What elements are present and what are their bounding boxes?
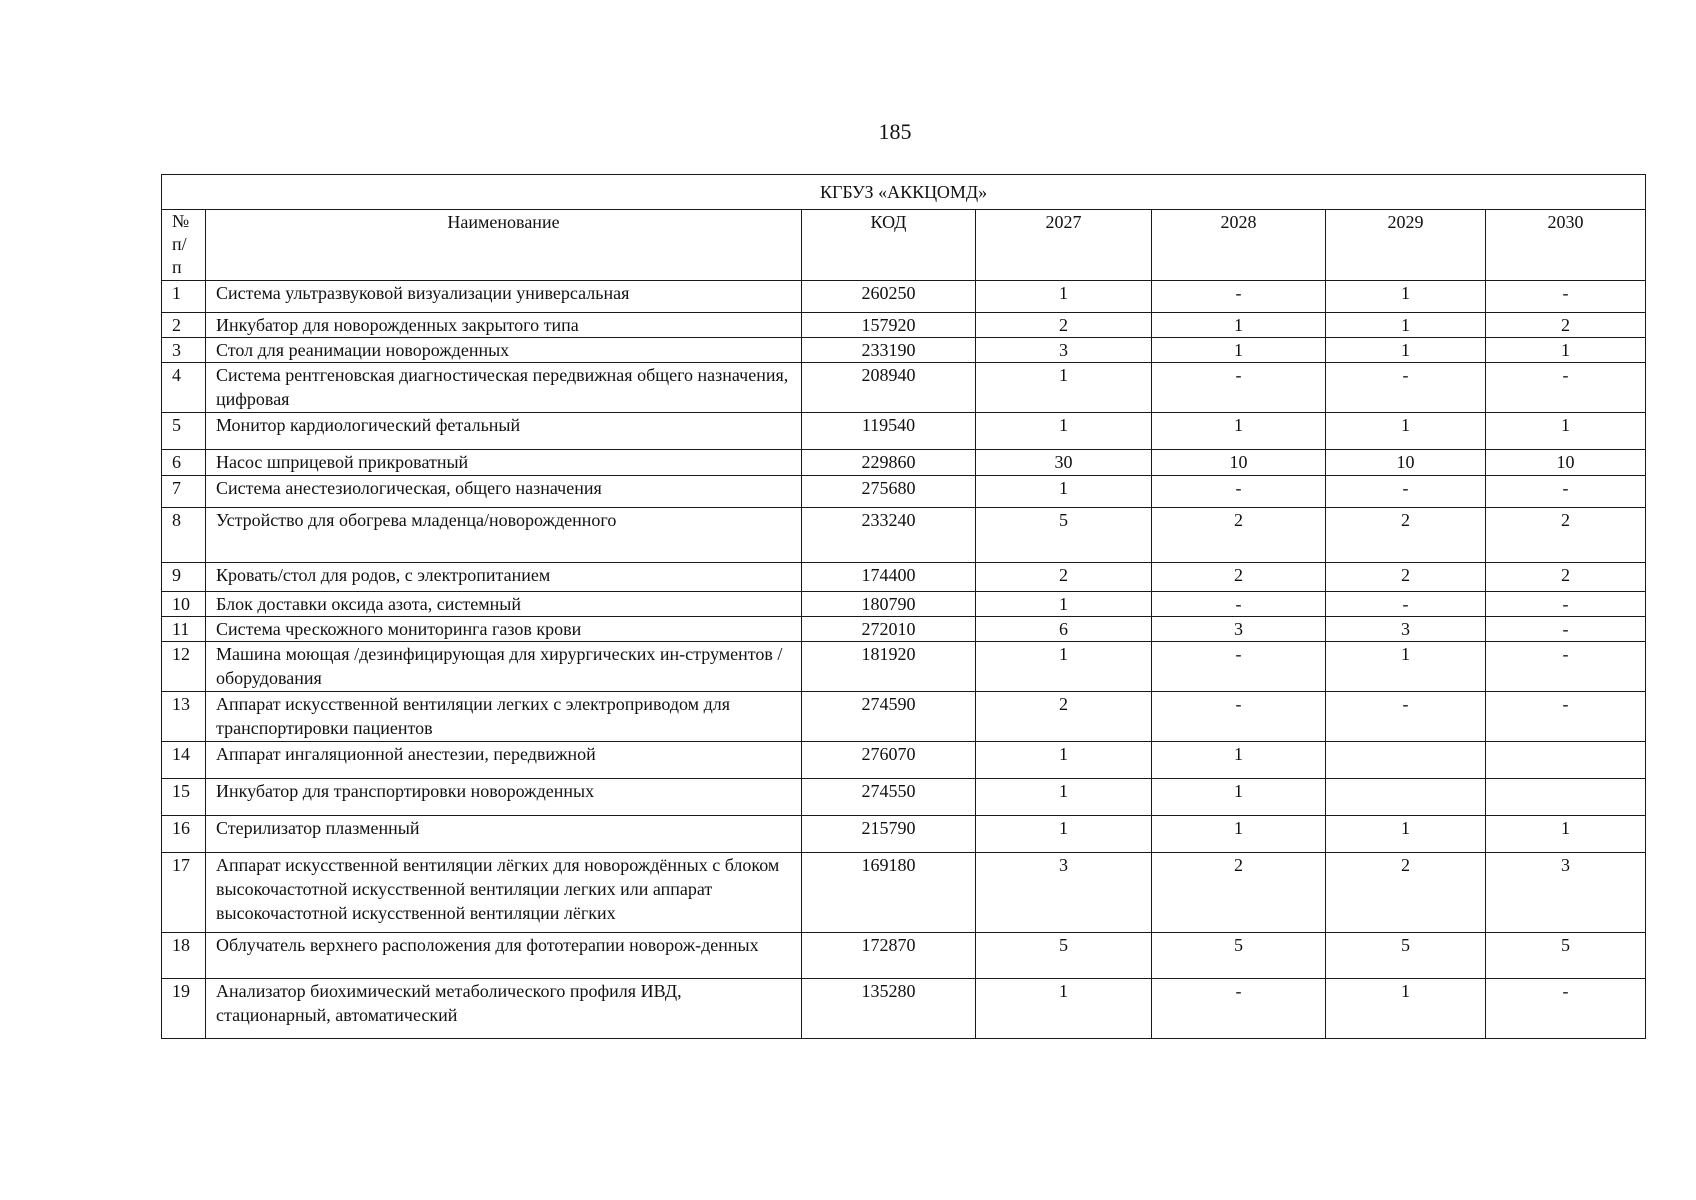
cell-num: 16 (162, 816, 206, 853)
cell-name: Система чрескожного мониторинга газов крови (206, 617, 802, 642)
cell-code: 174400 (802, 563, 976, 592)
cell-2027: 30 (976, 450, 1152, 476)
cell-2027: 1 (976, 413, 1152, 450)
cell-2028: 5 (1152, 933, 1326, 979)
cell-name: Облучатель верхнего расположения для фототерапии новорож-денных (206, 933, 802, 979)
cell-2030: - (1486, 281, 1646, 313)
cell-name: Монитор кардиологический фетальный (206, 413, 802, 450)
cell-num: 17 (162, 853, 206, 933)
header-2027: 2027 (976, 210, 1152, 281)
cell-2028: - (1152, 363, 1326, 413)
cell-num: 18 (162, 933, 206, 979)
cell-2029: 2 (1326, 853, 1486, 933)
header-code: КОД (802, 210, 976, 281)
cell-2027: 1 (976, 779, 1152, 816)
table-row (162, 413, 1646, 450)
table-row (162, 642, 1646, 692)
cell-name: Стерилизатор плазменный (206, 816, 802, 853)
cell-num: 11 (162, 617, 206, 642)
cell-2029: 1 (1326, 642, 1486, 692)
cell-2029 (1326, 779, 1486, 816)
cell-2028: 3 (1152, 617, 1326, 642)
table-row (162, 617, 1646, 642)
cell-num: 3 (162, 338, 206, 363)
cell-num: 5 (162, 413, 206, 450)
cell-2028: 1 (1152, 742, 1326, 779)
cell-2027: 2 (976, 313, 1152, 338)
cell-2029: 1 (1326, 816, 1486, 853)
table-row (162, 450, 1646, 476)
table-body (162, 281, 1646, 1039)
table-row (162, 313, 1646, 338)
cell-2028: 1 (1152, 313, 1326, 338)
cell-2027: 2 (976, 692, 1152, 742)
equipment-table (161, 174, 1646, 1039)
cell-name: Анализатор биохимический метаболического профиля ИВД, стационарный, автоматический (206, 979, 802, 1039)
cell-2029: 1 (1326, 313, 1486, 338)
table-row (162, 281, 1646, 313)
table-row (162, 853, 1646, 933)
cell-2030 (1486, 779, 1646, 816)
cell-code: 172870 (802, 933, 976, 979)
cell-num: 8 (162, 508, 206, 563)
cell-2030 (1486, 742, 1646, 779)
cell-code: 272010 (802, 617, 976, 642)
header-num: № п/ п (162, 210, 206, 281)
cell-code: 233190 (802, 338, 976, 363)
cell-code: 157920 (802, 313, 976, 338)
cell-name: Аппарат ингаляционной анестезии, передвижной (206, 742, 802, 779)
cell-2028: - (1152, 692, 1326, 742)
cell-num: 13 (162, 692, 206, 742)
cell-code: 135280 (802, 979, 976, 1039)
cell-2027: 1 (976, 363, 1152, 413)
cell-name: Блок доставки оксида азота, системный (206, 592, 802, 617)
cell-2029 (1326, 742, 1486, 779)
table-row (162, 692, 1646, 742)
cell-name: Стол для реанимации новорожденных (206, 338, 802, 363)
cell-2030: - (1486, 979, 1646, 1039)
cell-2030: - (1486, 592, 1646, 617)
cell-2027: 1 (976, 281, 1152, 313)
cell-code: 180790 (802, 592, 976, 617)
cell-code: 229860 (802, 450, 976, 476)
cell-name: Инкубатор для новорожденных закрытого типа (206, 313, 802, 338)
cell-2028: 2 (1152, 853, 1326, 933)
cell-code: 181920 (802, 642, 976, 692)
table-row (162, 338, 1646, 363)
cell-2027: 3 (976, 853, 1152, 933)
cell-2029: - (1326, 692, 1486, 742)
cell-name: Система анестезиологическая, общего назначения (206, 476, 802, 508)
cell-2030: 2 (1486, 313, 1646, 338)
cell-num: 19 (162, 979, 206, 1039)
cell-code: 274590 (802, 692, 976, 742)
cell-num: 7 (162, 476, 206, 508)
cell-2029: 2 (1326, 508, 1486, 563)
cell-name: Устройство для обогрева младенца/новорожденного (206, 508, 802, 563)
cell-2028: 1 (1152, 816, 1326, 853)
table-row (162, 508, 1646, 563)
cell-2027: 1 (976, 816, 1152, 853)
header-2028: 2028 (1152, 210, 1326, 281)
cell-code: 233240 (802, 508, 976, 563)
cell-2030: 3 (1486, 853, 1646, 933)
cell-2030: 10 (1486, 450, 1646, 476)
cell-code: 215790 (802, 816, 976, 853)
cell-2030: 2 (1486, 563, 1646, 592)
cell-2029: 1 (1326, 338, 1486, 363)
cell-name: Насос шприцевой прикроватный (206, 450, 802, 476)
table-row (162, 979, 1646, 1039)
header-name: Наименование (206, 210, 802, 281)
cell-2027: 3 (976, 338, 1152, 363)
cell-2027: 1 (976, 979, 1152, 1039)
cell-num: 10 (162, 592, 206, 617)
cell-2030: - (1486, 617, 1646, 642)
cell-2029: - (1326, 476, 1486, 508)
cell-name: Система рентгеновская диагностическая передвижная общего назначения, цифровая (206, 363, 802, 413)
cell-code: 275680 (802, 476, 976, 508)
cell-num: 2 (162, 313, 206, 338)
cell-2030: 1 (1486, 413, 1646, 450)
table-row (162, 476, 1646, 508)
cell-2029: - (1326, 592, 1486, 617)
cell-code: 276070 (802, 742, 976, 779)
cell-2028: - (1152, 281, 1326, 313)
cell-2029: 3 (1326, 617, 1486, 642)
cell-2028: 2 (1152, 508, 1326, 563)
table-row (162, 933, 1646, 979)
cell-2028: - (1152, 476, 1326, 508)
cell-code: 169180 (802, 853, 976, 933)
cell-2027: 5 (976, 508, 1152, 563)
cell-2029: 1 (1326, 281, 1486, 313)
cell-name: Аппарат искусственной вентиляции лёгких для новорождённых с блоком высокочастотной искусственной вентиляции легких или аппарат высокочастотной искусственной вентиляции лёгких (206, 853, 802, 933)
page-number: 185 (878, 119, 912, 144)
table-caption: КГБУЗ «АККЦОМД» (162, 175, 1646, 210)
cell-num: 15 (162, 779, 206, 816)
cell-2029: 1 (1326, 979, 1486, 1039)
cell-2028: 10 (1152, 450, 1326, 476)
cell-2028: 1 (1152, 338, 1326, 363)
cell-2030: - (1486, 476, 1646, 508)
table-row (162, 563, 1646, 592)
cell-name: Аппарат искусственной вентиляции легких с электроприводом для транспортировки пациентов (206, 692, 802, 742)
cell-2030: 5 (1486, 933, 1646, 979)
cell-2028: 2 (1152, 563, 1326, 592)
cell-2030: - (1486, 642, 1646, 692)
cell-num: 9 (162, 563, 206, 592)
cell-name: Система ультразвуковой визуализации универсальная (206, 281, 802, 313)
cell-code: 119540 (802, 413, 976, 450)
cell-code: 208940 (802, 363, 976, 413)
cell-2030: - (1486, 363, 1646, 413)
cell-2029: 10 (1326, 450, 1486, 476)
cell-2028: 1 (1152, 413, 1326, 450)
cell-2027: 1 (976, 476, 1152, 508)
cell-2029: 5 (1326, 933, 1486, 979)
cell-num: 12 (162, 642, 206, 692)
table-row (162, 363, 1646, 413)
header-2030: 2030 (1486, 210, 1646, 281)
cell-2028: - (1152, 592, 1326, 617)
header-2029: 2029 (1326, 210, 1486, 281)
cell-2030: - (1486, 692, 1646, 742)
cell-2027: 5 (976, 933, 1152, 979)
cell-num: 6 (162, 450, 206, 476)
cell-2028: 1 (1152, 779, 1326, 816)
cell-name: Инкубатор для транспортировки новорожденных (206, 779, 802, 816)
cell-name: Машина моющая /дезинфицирующая для хирургических ин-струментов /оборудования (206, 642, 802, 692)
cell-2030: 1 (1486, 338, 1646, 363)
cell-2027: 6 (976, 617, 1152, 642)
table-row (162, 742, 1646, 779)
cell-2029: 2 (1326, 563, 1486, 592)
cell-num: 14 (162, 742, 206, 779)
cell-2027: 1 (976, 742, 1152, 779)
table-row (162, 779, 1646, 816)
cell-code: 274550 (802, 779, 976, 816)
table-row (162, 816, 1646, 853)
cell-num: 4 (162, 363, 206, 413)
cell-2030: 2 (1486, 508, 1646, 563)
cell-code: 260250 (802, 281, 976, 313)
cell-name: Кровать/стол для родов, с электропитанием (206, 563, 802, 592)
cell-2029: - (1326, 363, 1486, 413)
table-row (162, 592, 1646, 617)
cell-2028: - (1152, 642, 1326, 692)
cell-num: 1 (162, 281, 206, 313)
table-header-row (162, 210, 1646, 281)
cell-2027: 1 (976, 642, 1152, 692)
cell-2029: 1 (1326, 413, 1486, 450)
cell-2030: 1 (1486, 816, 1646, 853)
cell-2028: - (1152, 979, 1326, 1039)
cell-2027: 1 (976, 592, 1152, 617)
cell-2027: 2 (976, 563, 1152, 592)
